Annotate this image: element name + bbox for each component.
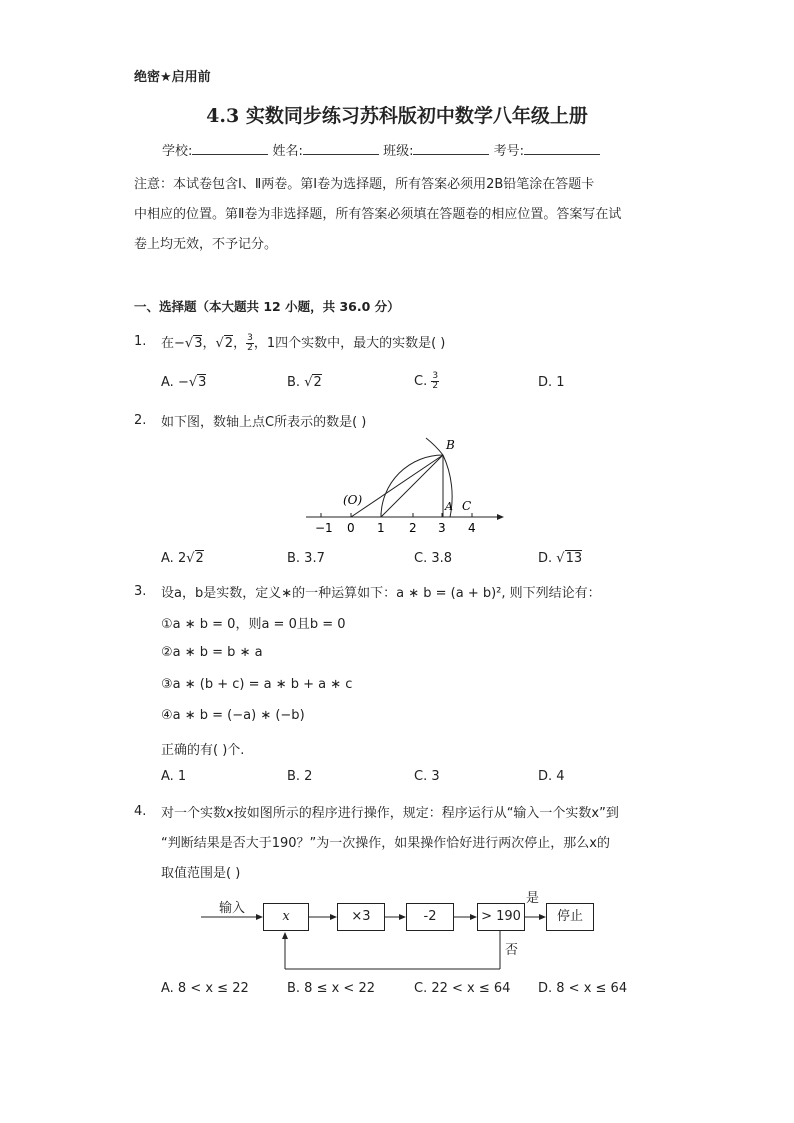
school-label: 学校: [162, 144, 193, 159]
tick-label-4: 4 [468, 521, 476, 535]
q2-number: 2. [134, 413, 147, 428]
section-heading: 一、选择题（本大题共 12 小题，共 36.0 分） [134, 299, 400, 314]
flow-box-x [263, 903, 309, 931]
name-blank [303, 142, 379, 155]
q4-line-1: 对一个实数x按如图所示的程序进行操作，规定：程序运行从“输入一个实数x”到 [161, 806, 619, 821]
flow-no-label: 否 [505, 943, 519, 958]
q1-sep1: ， [202, 336, 216, 351]
q1-b-rad: 2 [313, 375, 322, 390]
page-title: 4.3 实数同步练习苏科版初中数学八年级上册 [206, 105, 588, 127]
q1-pre: 在− [161, 336, 185, 351]
q1-a-rad: 3 [198, 375, 207, 390]
label-a: A [445, 500, 453, 513]
q3-item-4: ④a ∗ b = (−a) ∗ (−b) [161, 708, 305, 723]
q1-radicand-3: 3 [194, 336, 203, 351]
flow-box-stop: 停止 [546, 903, 594, 931]
q1-fraction [246, 334, 254, 353]
q1-sep2: ， [233, 336, 247, 351]
q1-c-frac [431, 372, 439, 391]
q1-a-label: A. [161, 375, 174, 390]
q4-line-2: “判断结果是否大于190？”为一次操作，如果操作恰好进行两次停止，那么x的 [161, 836, 610, 851]
flow-x-text: x [282, 909, 290, 924]
q1-c-num: 3 [432, 371, 439, 381]
tick-label-3: 3 [438, 521, 446, 535]
tick-label-neg1: −1 [315, 521, 333, 535]
number-line-figure [300, 432, 510, 538]
q1-radicand-2: 2 [224, 336, 234, 351]
q2-option-c[interactable]: C. 3.8 [414, 551, 453, 566]
q3-number: 3. [134, 584, 147, 599]
q3-option-d[interactable]: D. 4 [538, 769, 565, 784]
q1-b-label: B. [287, 375, 301, 390]
q3-option-c[interactable]: C. 3 [414, 769, 440, 784]
q4-option-d[interactable]: D. 8 < x ≤ 64 [538, 981, 628, 996]
note-line-1: 注意：本试卷包含Ⅰ、Ⅱ两卷。第Ⅰ卷为选择题，所有答案必须用2B铅笔涂在答题卡 [134, 177, 595, 192]
q3-tail: 正确的有( )个. [161, 743, 245, 758]
q1-a-minus: − [177, 375, 189, 390]
q1-option-b[interactable]: B. √2 [287, 375, 322, 390]
exam-no-label: 考号: [493, 144, 524, 159]
note-line-2: 中相应的位置。第Ⅱ卷为非选择题，所有答案必须填在答题卷的相应位置。答案写在试 [134, 207, 622, 222]
q1-option-d[interactable]: D. 1 [538, 375, 565, 390]
flow-box-subtract: -2 [406, 903, 454, 931]
q2-a-pre: 2 [177, 551, 187, 566]
flow-box-multiply: ×3 [337, 903, 385, 931]
q4-number: 4. [134, 804, 147, 819]
flow-box-compare: > 190 [477, 903, 525, 931]
q1-frac-den: 2 [247, 343, 253, 353]
q2-stem: 如下图，数轴上点C所表示的数是( ) [161, 415, 367, 430]
q2-option-b[interactable]: B. 3.7 [287, 551, 325, 566]
flow-yes-label: 是 [526, 891, 540, 906]
exam-no-blank [524, 142, 600, 155]
q2-d-label: D. [538, 551, 553, 566]
q1-option-a[interactable]: A. −√3 [161, 375, 207, 390]
q1-c-label: C. [414, 374, 428, 389]
q4-option-a[interactable]: A. 8 < x ≤ 22 [161, 981, 249, 996]
label-b: B [446, 438, 455, 452]
tick-label-2: 2 [409, 521, 417, 535]
q1-stem: 在−√3，√2， $\frac{3}{2}$ ，1四个实数中，最大的实数是( ) [161, 333, 446, 353]
student-info-row [162, 140, 600, 159]
label-c: C [462, 499, 472, 513]
q2-option-a[interactable]: A. 2√2 [161, 551, 204, 566]
q1-option-c[interactable] [414, 372, 439, 391]
q2-a-rad: 2 [195, 551, 204, 566]
q3-option-b[interactable]: B. 2 [287, 769, 313, 784]
q3-option-a[interactable]: A. 1 [161, 769, 187, 784]
secret-label: 绝密★启用前 [134, 70, 211, 85]
tick-label-1: 1 [377, 521, 385, 535]
tick-label-0: 0 [347, 521, 355, 535]
q3-item-3: ③a ∗ (b + c) = a ∗ b + a ∗ c [161, 677, 353, 692]
q1-c-den: 2 [432, 381, 439, 391]
q2-option-d[interactable]: D. √13 [538, 551, 583, 566]
q1-frac-num: 3 [247, 333, 253, 343]
q3-stem: 设a，b是实数，定义∗的一种运算如下：a ∗ b = (a + b)², 则下列结论有： [161, 586, 601, 601]
flow-input-label: 输入 [219, 901, 246, 916]
q4-option-c[interactable]: C. 22 < x ≤ 64 [414, 981, 511, 996]
name-label: 姓名: [272, 144, 303, 159]
q2-d-rad: 13 [565, 551, 583, 566]
q1-number: 1. [134, 334, 147, 349]
class-blank [413, 142, 489, 155]
q4-option-b[interactable]: B. 8 ≤ x < 22 [287, 981, 376, 996]
q2-a-label: A. [161, 551, 174, 566]
q4-line-3: 取值范围是( ) [161, 866, 241, 881]
class-label: 班级: [383, 144, 414, 159]
note-line-3: 卷上均无效，不予记分。 [134, 237, 278, 252]
q3-item-2: ②a ∗ b = b ∗ a [161, 645, 263, 660]
school-blank [192, 142, 268, 155]
q1-post: ，1四个实数中，最大的实数是( ) [253, 336, 446, 351]
label-o: (O) [343, 493, 363, 507]
q3-item-1: ①a ∗ b = 0，则a = 0且b = 0 [161, 617, 346, 632]
